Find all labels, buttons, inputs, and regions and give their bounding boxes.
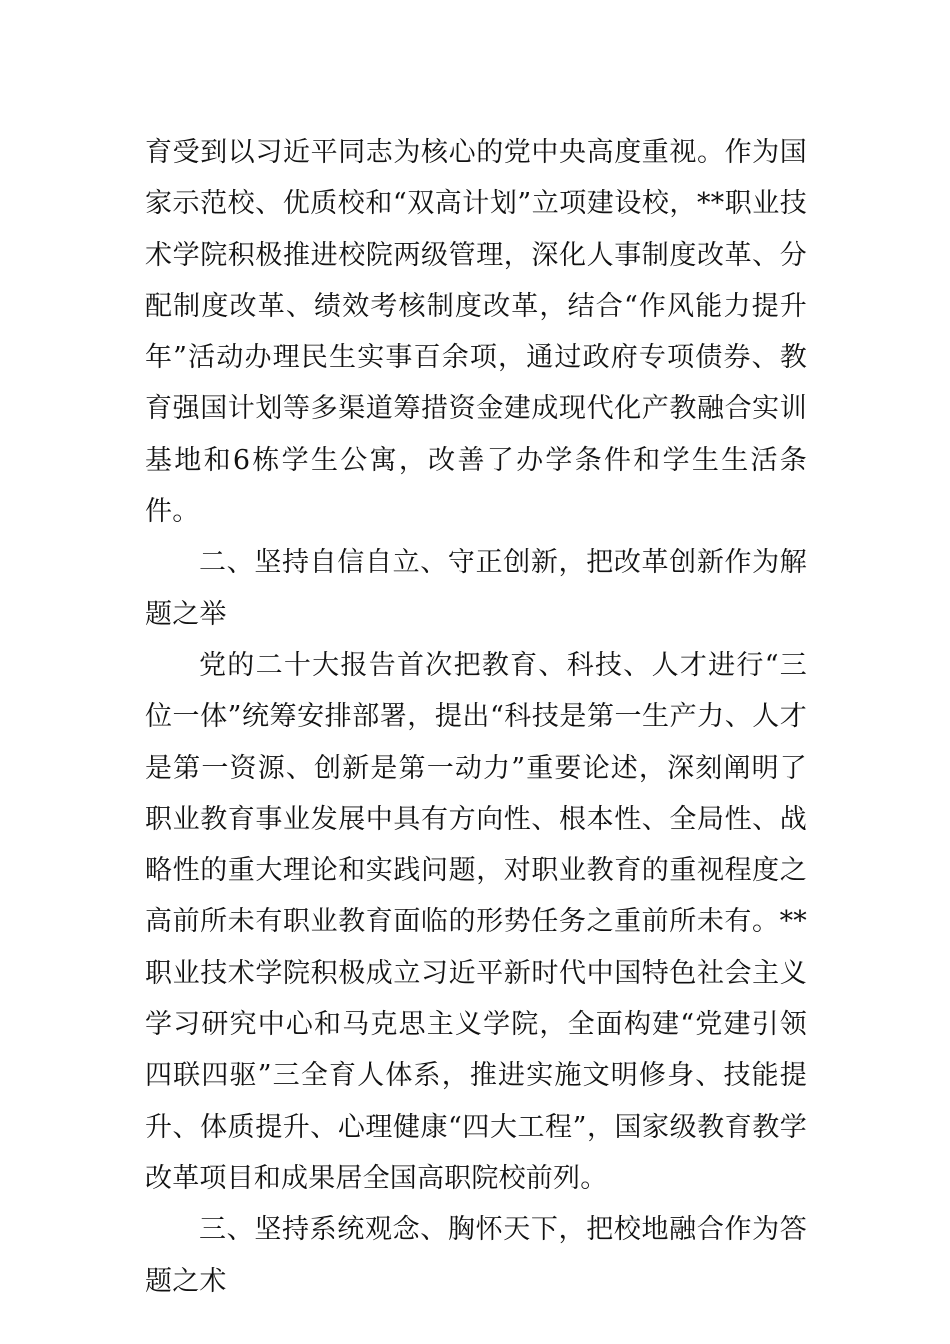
section-heading-3: 三、坚持系统观念、胸怀天下，把校地融合作为答题之术 — [145, 1214, 807, 1297]
body-paragraph-1: 育受到以习近平同志为核心的党中央高度重视。作为国家示范校、优质校和“双高计划”立项建设校，**职业技术学院积极推进校院两级管理，深化人事制度改革、分配制度改革、绩效考核制度改革，结合“作风能力提升年”活动办理民生实事百余项，通过政府专项债券、教育强国计划等多渠道筹措资金建成现代化产教融合实训基地和6栋学生公寓，改善了办学条件和学生生活条件。 — [145, 137, 807, 528]
body-paragraph-2: 党的二十大报告首次把教育、科技、人才进行“三位一体”统筹安排部署，提出“科技是第一生产力、人才是第一资源、创新是第一动力”重要论述，深刻阐明了职业教育事业发展中具有方向性、根本性、全局性、战略性的重大理论和实践问题，对职业教育的重视程度之高前所未有职业教育面临的形势任务之重前所未有。**职业技术学院积极成立习近平新时代中国特色社会主义学习研究中心和马克思主义学院，全面构建“党建引领四联四驱”三全育人体系，推进实施文明修身、技能提升、体质提升、心理健康“四大工程”，国家级教育教学改革项目和成果居全国高职院校前列。 — [145, 649, 807, 1194]
section-heading-2: 二、坚持自信自立、守正创新，把改革创新作为解题之举 — [145, 547, 807, 630]
document-body — [145, 127, 807, 1307]
